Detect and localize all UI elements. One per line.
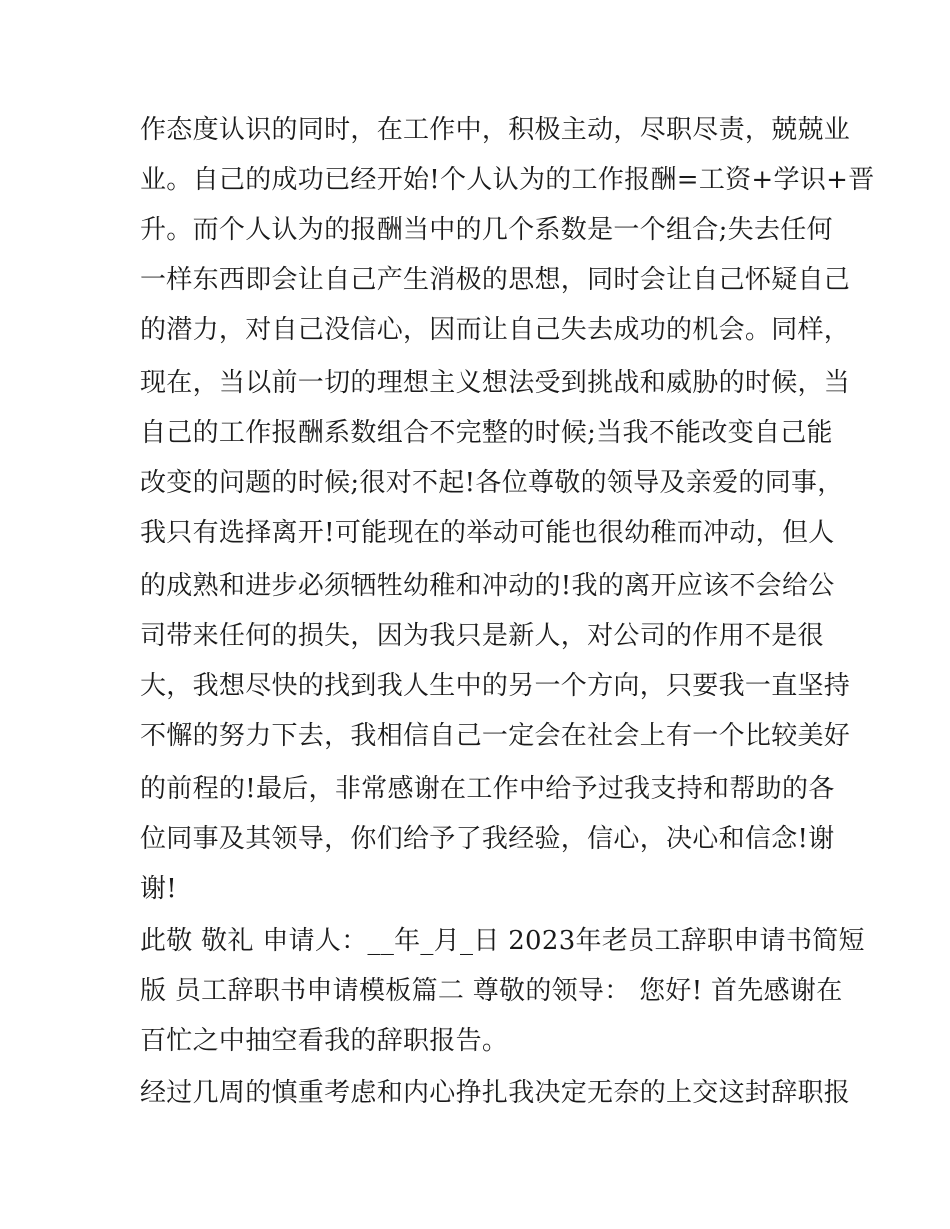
text-line: 不懈的努力下去，我相信自己一定会在社会上有一个比较美好 [140, 721, 851, 751]
text-line: 升。而个人认为的报酬当中的几个系数是一个组合;失去任何 [140, 215, 833, 245]
text-line: 现在，当以前一切的理想主义想法受到挑战和威胁的时候，当 [140, 368, 851, 398]
text-line: 经过几周的慎重考虑和内心挣扎我决定无奈的上交这封辞职报 [140, 1078, 851, 1108]
text-line: 版 员工辞职书申请模板篇二 尊敬的领导： 您好! 首先感谢在 [140, 976, 843, 1006]
text-line: 百忙之中抽空看我的辞职报告。 [140, 1026, 509, 1056]
text-line: 我只有选择离开!可能现在的举动可能也很幼稚而冲动，但人 [140, 518, 835, 548]
text-line: 的潜力，对自己没信心，因而让自己失去成功的机会。同样， [140, 315, 851, 345]
text-line: 作态度认识的同时，在工作中，积极主动，尽职尽责，兢兢业 [140, 115, 851, 145]
text-line: 此敬 敬礼 申请人：__年_月_日 2023年老员工辞职申请书简短 [140, 926, 865, 956]
text-line: 的成熟和进步必须牺牲幼稚和冲动的!我的离开应该不会给公 [140, 571, 835, 601]
text-line: 位同事及其领导，你们给予了我经验，信心，决心和信念!谢 [140, 824, 835, 854]
text-line: 谢! [140, 874, 178, 904]
text-line: 一样东西即会让自己产生消极的思想，同时会让自己怀疑自己 [140, 265, 851, 295]
text-line: 改变的问题的时候;很对不起!各位尊敬的领导及亲爱的同事， [140, 468, 844, 498]
text-line: 自己的工作报酬系数组合不完整的时候;当我不能改变自己能 [140, 418, 833, 448]
text-line: 大，我想尽快的找到我人生中的另一个方向，只要我一直坚持 [140, 671, 851, 701]
text-line: 业。自己的成功已经开始!个人认为的工作报酬=工资+学识+晋 [140, 165, 875, 195]
text-line: 司带来任何的损失，因为我只是新人，对公司的作用不是很 [140, 621, 824, 651]
text-line: 的前程的!最后，非常感谢在工作中给予过我支持和帮助的各 [140, 774, 835, 804]
